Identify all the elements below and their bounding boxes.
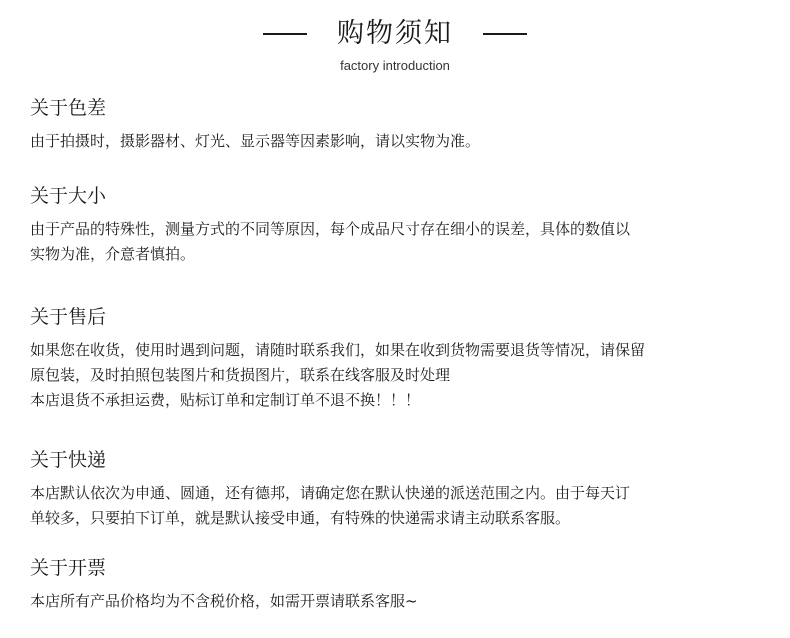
section-line: 由于拍摄时，摄影器材、灯光、显示器等因素影响，请以实物为准。 [30, 132, 481, 150]
title-left-rule [263, 33, 307, 35]
section-color-difference [30, 96, 770, 154]
section-line: 原包装，及时拍照包装图片和货损图片，联系在线客服及时处理 [30, 366, 451, 384]
page-title: 购物须知 [337, 18, 453, 49]
section-title: 关于快递 [30, 449, 107, 471]
section-after-sales [30, 305, 770, 413]
section-body [30, 129, 770, 154]
section-title: 关于售后 [30, 306, 107, 328]
title-right-rule [483, 33, 527, 35]
section-body [30, 589, 770, 614]
section-body [30, 217, 770, 267]
section-line: 单较多，只要拍下订单，就是默认接受申通，有特殊的快递需求请主动联系客服。 [30, 509, 571, 527]
section-shipping [30, 448, 770, 531]
section-title: 关于色差 [30, 97, 107, 119]
section-line: 如果您在收货，使用时遇到问题，请随时联系我们，如果在收到货物需要退货等情况，请保留 [30, 341, 646, 359]
page-header [0, 14, 790, 73]
section-line: 本店退货不承担运费，贴标订单和定制订单不退不换！！！ [30, 391, 421, 409]
section-line: 本店默认依次为申通、圆通，还有德邦，请确定您在默认快递的派送范围之内。由于每天订 [30, 484, 631, 502]
section-body [30, 481, 770, 531]
section-body [30, 338, 770, 413]
section-title: 关于大小 [30, 185, 107, 207]
title-row [0, 14, 790, 54]
section-line: 实物为准，介意者慎拍。 [30, 245, 196, 263]
section-title: 关于开票 [30, 557, 107, 579]
section-invoice [30, 556, 770, 614]
section-line: 本店所有产品价格均为不含税价格，如需开票请联系客服~ [30, 592, 418, 610]
section-line: 由于产品的特殊性，测量方式的不同等原因，每个成品尺寸存在细小的误差，具体的数值以 [30, 220, 631, 238]
section-size [30, 184, 770, 267]
page-subtitle: factory introduction [340, 58, 450, 73]
